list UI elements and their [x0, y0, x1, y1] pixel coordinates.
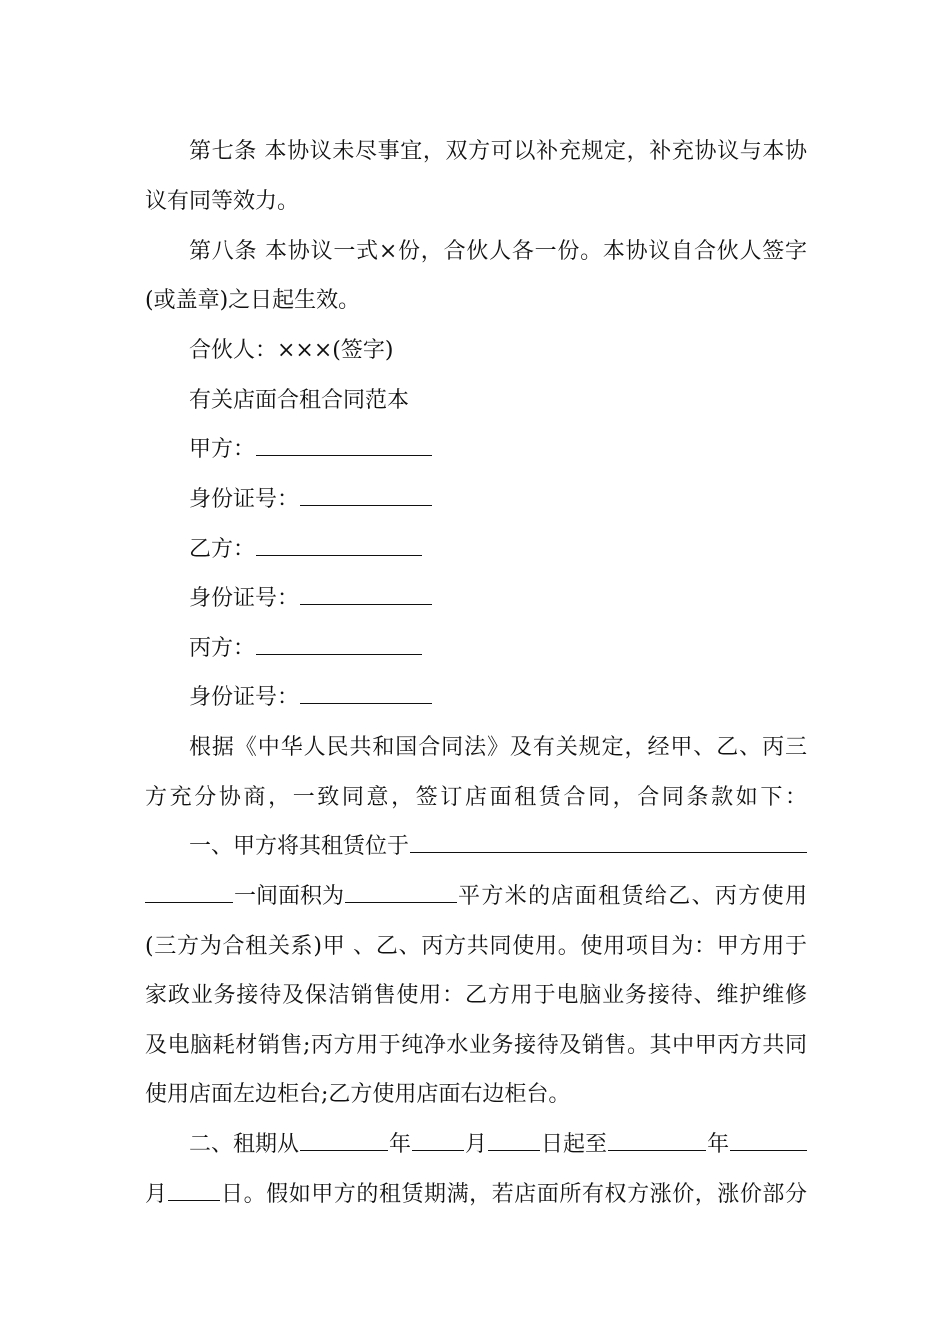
clause-1-line-6: 使用店面左边柜台;乙方使用店面右边柜台。: [145, 1082, 571, 1107]
clause-2-text: 日。假如甲方的租赁期满，若店面所有权方涨价，涨价部分: [221, 1182, 807, 1207]
party-c-id-label: 身份证号：: [189, 685, 300, 710]
end-day-blank: [168, 1178, 220, 1201]
start-year-blank: [300, 1128, 388, 1151]
day-to-label: 日起至: [541, 1132, 608, 1157]
location-blank-1: [410, 830, 807, 853]
area-blank: [345, 880, 457, 903]
party-a-label: 甲方：: [189, 437, 256, 462]
end-year-blank: [608, 1128, 706, 1151]
year-label: 年: [389, 1132, 412, 1157]
party-b-blank: [256, 533, 422, 556]
clause-1-intro: 一、甲方将其租赁位于: [189, 834, 410, 859]
clause-1-line-5: 及电脑耗材销售;丙方用于纯净水业务接待及销售。其中甲丙方共同: [145, 1033, 807, 1058]
clause-1-line-1: [189, 830, 807, 864]
party-b-id-blank: [300, 582, 432, 605]
clause-1-line-4: 家政业务接待及保洁销售使用：乙方用于电脑业务接待、维护维修: [145, 983, 807, 1008]
party-b-id-label: 身份证号：: [189, 586, 300, 611]
article-7-line-2: 议有同等效力。: [145, 189, 300, 214]
month-label: 月: [465, 1132, 488, 1157]
clause-1-line-2: [145, 880, 807, 914]
end-year-label: 年: [707, 1132, 730, 1157]
party-c-id-field: [189, 681, 807, 715]
start-month-blank: [412, 1128, 464, 1151]
partner-signature-line: 合伙人：×××(签字): [189, 338, 394, 363]
contract-title: 有关店面合租合同范本: [189, 388, 410, 413]
party-c-label: 丙方：: [189, 636, 256, 661]
term-from-label: 二、租期从: [189, 1132, 300, 1157]
clause-2-line-1: [189, 1128, 807, 1162]
party-a-blank: [256, 433, 432, 456]
start-day-blank: [488, 1128, 540, 1151]
article-8-line-1: 第八条 本协议一式×份，合伙人各一份。本协议自合伙人签字: [189, 239, 807, 264]
location-blank-2: [145, 880, 233, 903]
article-7-line-1: 第七条 本协议未尽事宜，双方可以补充规定，补充协议与本协: [189, 139, 807, 164]
party-a-field: [189, 433, 807, 467]
article-8-line-2: (或盖章)之日起生效。: [145, 288, 361, 313]
party-c-id-blank: [300, 681, 432, 704]
party-c-blank: [256, 632, 422, 655]
clause-2-line-2: [145, 1178, 807, 1212]
end-month-label: 月: [145, 1182, 168, 1207]
party-b-id-field: [189, 582, 807, 616]
party-a-id-blank: [300, 483, 432, 506]
party-a-id-field: [189, 483, 807, 517]
clause-1-line-3: (三方为合租关系)甲 、乙、丙方共同使用。使用项目为：甲方用于: [145, 934, 807, 959]
preamble-line-1: 根据《中华人民共和国合同法》及有关规定，经甲、乙、丙三: [189, 735, 807, 760]
party-a-id-label: 身份证号：: [189, 487, 300, 512]
party-b-field: [189, 533, 807, 567]
party-b-label: 乙方：: [189, 537, 256, 562]
preamble-line-2: 方充分协商，一致同意，签订店面租赁合同，合同条款如下：: [145, 785, 807, 810]
party-c-field: [189, 632, 807, 666]
area-label: 一间面积为: [234, 884, 345, 909]
area-unit-text: 平方米的店面租赁给乙、丙方使用: [458, 884, 807, 909]
end-month-blank: [730, 1128, 807, 1151]
